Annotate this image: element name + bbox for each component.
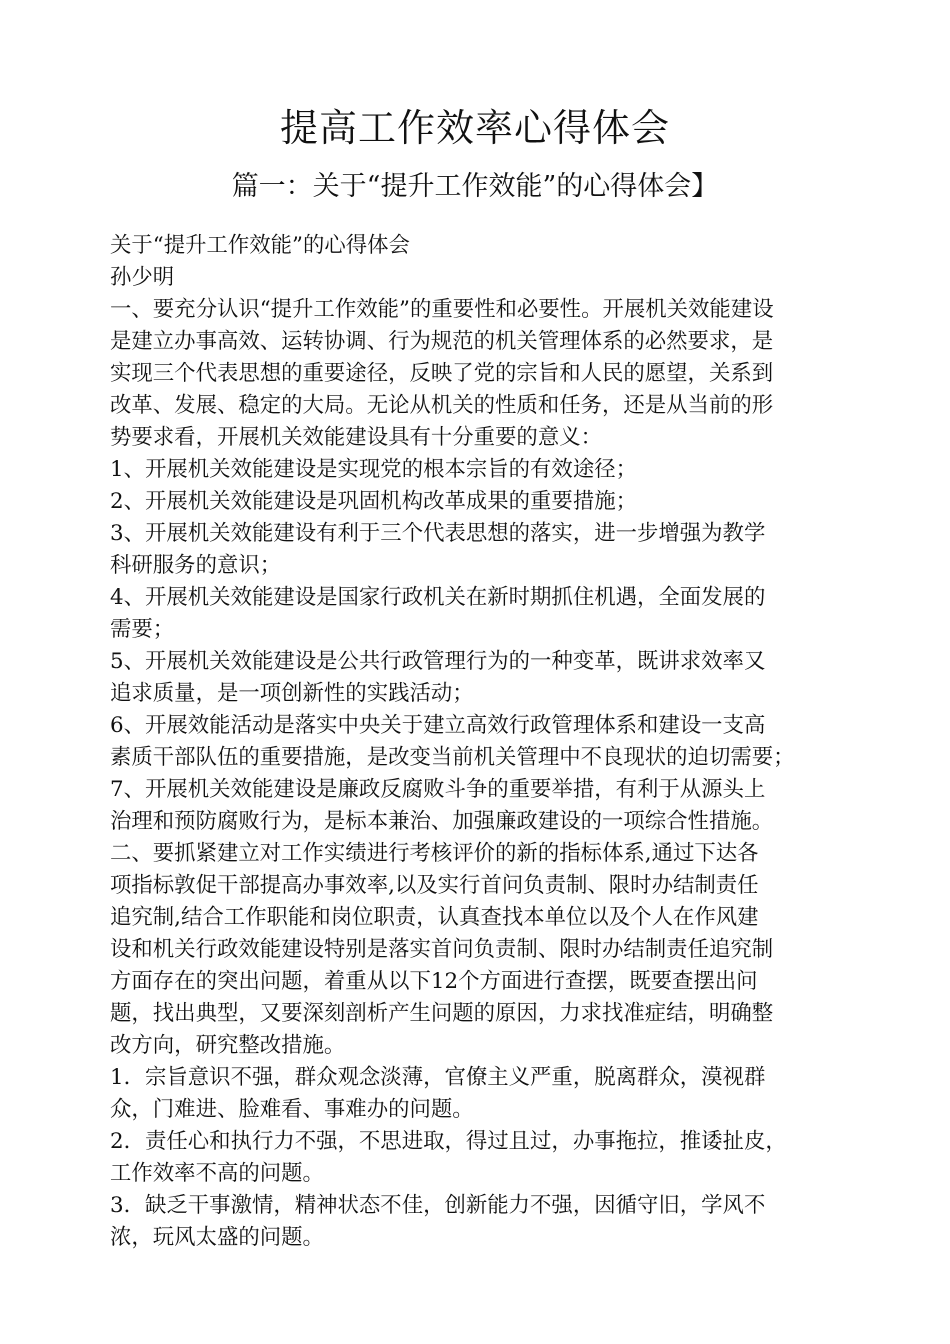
text-line: 7、开展机关效能建设是廉政反腐败斗争的重要举措，有利于从源头上 <box>110 777 766 802</box>
text-line: 方面存在的突出问题，着重从以下12个方面进行查摆，既要查摆出问 <box>110 969 758 994</box>
text-line: 改方向，研究整改措施。 <box>110 1033 346 1058</box>
text-line: 需要； <box>110 617 175 642</box>
text-line: 5、开展机关效能建设是公共行政管理行为的一种变革，既讲求效率又 <box>110 649 766 674</box>
text-line: 素质干部队伍的重要措施，是改变当前机关管理中不良现状的迫切需要； <box>110 745 795 770</box>
text-line: 4、开展机关效能建设是国家行政机关在新时期抓住机遇，全面发展的 <box>110 585 766 610</box>
text-line: 追求质量，是一项创新性的实践活动； <box>110 681 474 706</box>
text-line: 1．宗旨意识不强，群众观念淡薄，官僚主义严重，脱离群众，漠视群 <box>110 1065 766 1090</box>
document-title: 提高工作效率心得体会 <box>279 106 670 150</box>
text-line: 2．责任心和执行力不强，不思进取，得过且过，办事拖拉，推诿扯皮， <box>110 1129 787 1154</box>
document-body <box>110 230 850 1254</box>
text-line: 项指标敦促干部提高办事效率,以及实行首问负责制、限时办结制责任 <box>110 873 759 898</box>
text-line: 科研服务的意识； <box>110 553 282 578</box>
text-line: 孙少明 <box>110 265 175 290</box>
text-line: 二、要抓紧建立对工作实绩进行考核评价的新的指标体系,通过下达各 <box>110 841 759 866</box>
text-line: 3．缺乏干事激情，精神状态不佳，创新能力不强，因循守旧，学风不 <box>110 1193 766 1218</box>
text-line: 题，找出典型，又要深刻剖析产生问题的原因，力求找准症结，明确整 <box>110 1001 774 1026</box>
text-line: 众，门难进、脸难看、事难办的问题。 <box>110 1097 474 1122</box>
document-subtitle: 篇一：关于“提升工作效能”的心得体会】 <box>231 171 719 202</box>
text-line: 1、开展机关效能建设是实现党的根本宗旨的有效途径； <box>110 457 637 482</box>
text-line: 是建立办事高效、运转协调、行为规范的机关管理体系的必然要求，是 <box>110 329 774 354</box>
text-line: 浓，玩风太盛的问题。 <box>110 1225 324 1250</box>
text-line: 势要求看，开展机关效能建设具有十分重要的意义： <box>110 425 602 450</box>
text-line: 2、开展机关效能建设是巩固机构改革成果的重要措施； <box>110 489 637 514</box>
text-line: 关于“提升工作效能”的心得体会 <box>110 233 410 258</box>
text-line: 设和机关行政效能建设特别是落实首问负责制、限时办结制责任追究制 <box>110 937 774 962</box>
text-line: 6、开展效能活动是落实中央关于建立高效行政管理体系和建设一支高 <box>110 713 766 738</box>
text-line: 一、要充分认识“提升工作效能”的重要性和必要性。开展机关效能建设 <box>110 297 774 322</box>
text-line: 3、开展机关效能建设有利于三个代表思想的落实，进一步增强为教学 <box>110 521 766 546</box>
text-line: 追究制,结合工作职能和岗位职责，认真查找本单位以及个人在作风建 <box>110 905 759 930</box>
text-line: 治理和预防腐败行为，是标本兼治、加强廉政建设的一项综合性措施。 <box>110 809 774 834</box>
text-line: 工作效率不高的问题。 <box>110 1161 324 1186</box>
text-line: 实现三个代表思想的重要途径，反映了党的宗旨和人民的愿望，关系到 <box>110 361 774 386</box>
text-line: 改革、发展、稳定的大局。无论从机关的性质和任务，还是从当前的形 <box>110 393 774 418</box>
